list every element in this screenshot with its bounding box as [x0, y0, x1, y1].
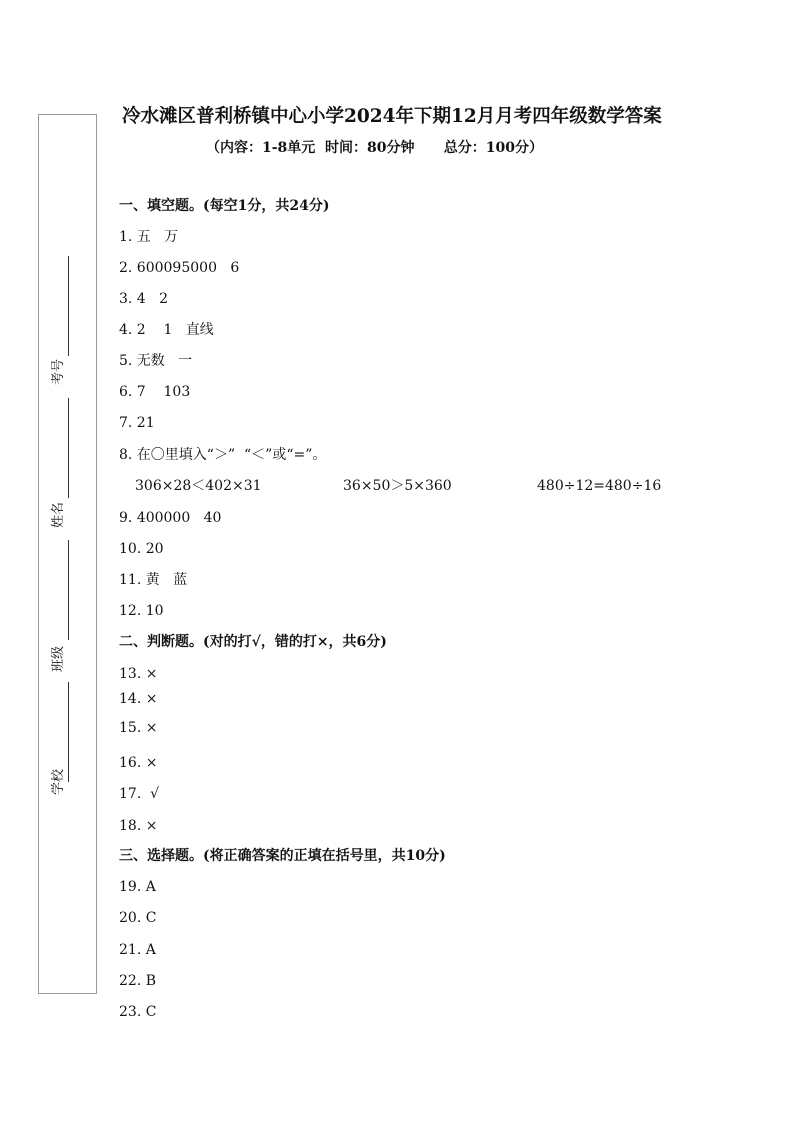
answer-1: 1. 五 万 [119, 229, 179, 245]
answer-10: 10. 20 [119, 541, 164, 557]
answer-14: 14. × [119, 691, 158, 707]
school-label: 学校 [51, 769, 66, 796]
exam-no-label: 考号 [51, 359, 66, 386]
answer-8-compare-1: 306×28＜402×31 [135, 478, 262, 494]
answer-9: 9. 400000 40 [119, 510, 222, 526]
answer-6: 6. 7 103 [119, 384, 191, 400]
answer-7: 7. 21 [119, 415, 155, 431]
answer-2: 2. 600095000 6 [119, 260, 240, 276]
answer-18: 18. × [119, 818, 158, 834]
answer-15: 15. × [119, 720, 158, 736]
class-label: 班级 [51, 646, 66, 673]
answer-17: 17. √ [119, 786, 160, 802]
answer-8-compare-3: 480÷12=480÷16 [537, 478, 662, 494]
exam-no-line [68, 256, 69, 356]
answer-19: 19. A [119, 879, 156, 895]
answer-20: 20. C [119, 910, 157, 926]
section-true-false-heading: 二、判断题。(对的打√，错的打×，共6分) [119, 634, 387, 650]
answer-8-compare-2: 36×50＞5×360 [343, 478, 452, 494]
answer-8: 8. 在〇里填入“＞” “＜”或“=”。 [119, 447, 327, 463]
answer-3: 3. 4 2 [119, 291, 168, 307]
answer-11: 11. 黄 蓝 [119, 572, 188, 588]
section-fill-blank-heading: 一、填空题。(每空1分，共24分) [119, 198, 330, 214]
name-line [68, 398, 69, 498]
answer-16: 16. × [119, 755, 158, 771]
answer-23: 23. C [119, 1004, 157, 1020]
name-label: 姓名 [51, 502, 66, 529]
section-multiple-choice-heading: 三、选择题。(将正确答案的正填在括号里，共10分) [119, 848, 446, 864]
answer-22: 22. B [119, 973, 157, 989]
answer-12: 12. 10 [119, 603, 164, 619]
page-subtitle: （内容：1-8单元 时间：80分钟 总分：100分） [206, 140, 543, 156]
page-title: 冷水滩区普利桥镇中心小学2024年下期12月月考四年级数学答案 [122, 106, 662, 127]
class-line [68, 540, 69, 640]
answer-4: 4. 2 1 直线 [119, 322, 214, 338]
answer-13: 13. × [119, 666, 158, 682]
answer-5: 5. 无数 一 [119, 353, 193, 369]
school-line [68, 682, 69, 782]
answer-21: 21. A [119, 942, 156, 958]
